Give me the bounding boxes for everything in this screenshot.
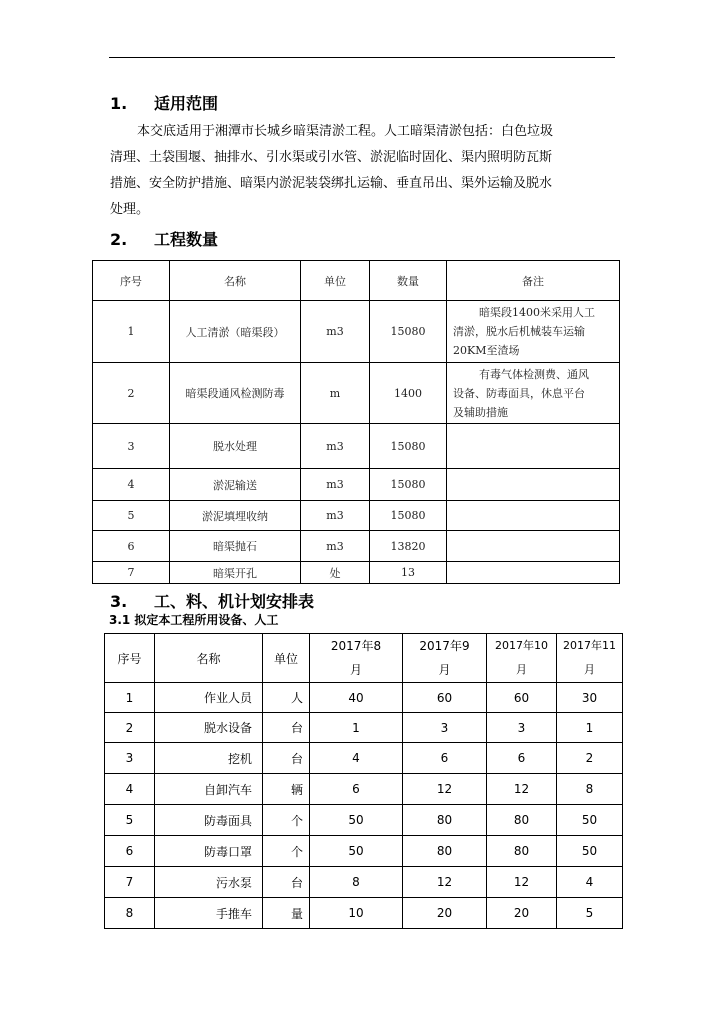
- item-name: 暗渠段通风检测防毒: [170, 363, 301, 424]
- row-number: 2: [105, 713, 155, 743]
- remark-line: 20KM至渣场: [453, 344, 520, 357]
- item-unit: m: [301, 363, 370, 424]
- section-number: 3.: [110, 592, 128, 611]
- remark-line: 设备、防毒面具，休息平台: [453, 386, 585, 400]
- item-remark: [447, 301, 620, 363]
- value-cell: 20: [403, 898, 487, 929]
- row-number: 7: [93, 562, 170, 584]
- item-name: 脱水设备: [155, 713, 263, 743]
- row-number: 6: [105, 836, 155, 867]
- item-unit: 辆: [263, 774, 310, 805]
- value-cell: 6: [310, 774, 403, 805]
- item-name: 防毒面具: [155, 805, 263, 836]
- item-name: 淤泥输送: [170, 469, 301, 501]
- item-unit: 个: [263, 836, 310, 867]
- item-unit: 台: [263, 713, 310, 743]
- value-cell: 50: [310, 805, 403, 836]
- item-unit: 量: [263, 898, 310, 929]
- value-cell: 50: [310, 836, 403, 867]
- item-name: 防毒口罩: [155, 836, 263, 867]
- item-name: 挖机: [155, 743, 263, 774]
- item-quantity: 13: [370, 562, 447, 584]
- value-cell: 4: [310, 743, 403, 774]
- value-cell: 12: [487, 774, 557, 805]
- item-unit: 处: [301, 562, 370, 584]
- section-heading-plan: [110, 589, 314, 612]
- item-remark: [447, 363, 620, 424]
- header-cell-month: [310, 634, 403, 683]
- remark-line: 及辅助措施: [453, 405, 508, 419]
- value-cell: 1: [310, 713, 403, 743]
- equipment-table: [104, 633, 623, 929]
- header-cell: 备注: [447, 261, 620, 301]
- row-number: 3: [105, 743, 155, 774]
- value-cell: 6: [487, 743, 557, 774]
- value-cell: 80: [487, 805, 557, 836]
- table-header-row: [93, 261, 620, 301]
- header-cell-month: [557, 634, 623, 683]
- section-number: 2.: [110, 230, 128, 249]
- value-cell: 80: [403, 805, 487, 836]
- item-unit: m3: [301, 301, 370, 363]
- value-cell: 80: [487, 836, 557, 867]
- item-name: 污水泵: [155, 867, 263, 898]
- table-row: [93, 531, 620, 562]
- table-row: [105, 867, 623, 898]
- value-cell: 12: [403, 774, 487, 805]
- item-quantity: 13820: [370, 531, 447, 562]
- item-remark: [447, 469, 620, 501]
- value-cell: 60: [487, 683, 557, 713]
- value-cell: 20: [487, 898, 557, 929]
- row-number: 4: [93, 469, 170, 501]
- value-cell: 2: [557, 743, 623, 774]
- item-remark: [447, 501, 620, 531]
- row-number: 8: [105, 898, 155, 929]
- table-row: [93, 501, 620, 531]
- item-quantity: 15080: [370, 301, 447, 363]
- month-suffix: 月: [516, 663, 527, 676]
- item-name: 自卸汽车: [155, 774, 263, 805]
- table-row: [105, 743, 623, 774]
- paragraph-line: 清理、土袋围堰、抽排水、引水渠或引水管、淤泥临时固化、渠内照明防瓦斯: [110, 150, 553, 165]
- header-cell: 单位: [263, 634, 310, 683]
- value-cell: 12: [487, 867, 557, 898]
- section-heading-quantity: [110, 227, 218, 250]
- item-name: 脱水处理: [170, 424, 301, 469]
- intro-paragraph: [110, 119, 618, 223]
- value-cell: 30: [557, 683, 623, 713]
- header-cell: 名称: [155, 634, 263, 683]
- table-row: [105, 683, 623, 713]
- paragraph-line: 处理。: [110, 202, 150, 217]
- month-year: 2017年11: [563, 639, 616, 652]
- item-name: 手推车: [155, 898, 263, 929]
- header-cell: 单位: [301, 261, 370, 301]
- item-remark: [447, 424, 620, 469]
- value-cell: 10: [310, 898, 403, 929]
- paragraph-line: 本交底适用于湘潭市长城乡暗渠清淤工程。人工暗渠清淤包括：白色垃圾: [137, 124, 554, 139]
- table-row: [93, 424, 620, 469]
- month-year: 2017年10: [495, 639, 548, 652]
- row-number: 2: [93, 363, 170, 424]
- value-cell: 40: [310, 683, 403, 713]
- item-quantity: 15080: [370, 424, 447, 469]
- remark-line: 清淤，脱水后机械装车运输: [453, 325, 585, 338]
- header-cell: 数量: [370, 261, 447, 301]
- value-cell: 50: [557, 836, 623, 867]
- month-suffix: 月: [584, 663, 595, 676]
- item-unit: 个: [263, 805, 310, 836]
- item-unit: 台: [263, 867, 310, 898]
- table-row: [105, 713, 623, 743]
- item-unit: m3: [301, 531, 370, 562]
- value-cell: 80: [403, 836, 487, 867]
- remark-line: 暗渠段1400米采用人工: [479, 306, 595, 319]
- item-remark: [447, 562, 620, 584]
- value-cell: 8: [310, 867, 403, 898]
- section-title: 适用范围: [154, 94, 219, 113]
- value-cell: 1: [557, 713, 623, 743]
- month-suffix: 月: [438, 663, 451, 677]
- table-row: [105, 774, 623, 805]
- subsection-heading: 3.1 拟定本工程所用设备、人工: [109, 613, 279, 627]
- item-name: 淤泥填埋收纳: [170, 501, 301, 531]
- quantity-table: [92, 260, 620, 584]
- header-cell: 序号: [93, 261, 170, 301]
- header-cell: 序号: [105, 634, 155, 683]
- item-quantity: 1400: [370, 363, 447, 424]
- month-suffix: 月: [349, 663, 362, 677]
- row-number: 5: [93, 501, 170, 531]
- value-cell: 50: [557, 805, 623, 836]
- value-cell: 3: [403, 713, 487, 743]
- header-rule: [109, 57, 615, 58]
- item-name: 暗渠开孔: [170, 562, 301, 584]
- month-year: 2017年8: [330, 639, 382, 653]
- table-header-row: [105, 634, 623, 683]
- row-number: 1: [93, 301, 170, 363]
- item-name: 作业人员: [155, 683, 263, 713]
- table-row: [93, 363, 620, 424]
- value-cell: 4: [557, 867, 623, 898]
- item-name: 人工清淤（暗渠段）: [170, 301, 301, 363]
- value-cell: 6: [403, 743, 487, 774]
- row-number: 3: [93, 424, 170, 469]
- table-row: [93, 301, 620, 363]
- item-quantity: 15080: [370, 501, 447, 531]
- header-cell-month: [487, 634, 557, 683]
- table-row: [93, 562, 620, 584]
- value-cell: 3: [487, 713, 557, 743]
- paragraph-line: 措施、安全防护措施、暗渠内淤泥装袋绑扎运输、垂直吊出、渠外运输及脱水: [110, 176, 553, 191]
- row-number: 6: [93, 531, 170, 562]
- item-unit: m3: [301, 501, 370, 531]
- table-row: [93, 469, 620, 501]
- table-row: [105, 898, 623, 929]
- header-cell-month: [403, 634, 487, 683]
- section-title: 工程数量: [154, 230, 219, 249]
- value-cell: 60: [403, 683, 487, 713]
- section-heading-scope: [110, 91, 218, 114]
- value-cell: 8: [557, 774, 623, 805]
- table-row: [105, 805, 623, 836]
- item-name: 暗渠抛石: [170, 531, 301, 562]
- value-cell: 5: [557, 898, 623, 929]
- row-number: 4: [105, 774, 155, 805]
- item-remark: [447, 531, 620, 562]
- section-title: 工、料、机计划安排表: [154, 592, 315, 611]
- item-unit: m3: [301, 469, 370, 501]
- table-row: [105, 836, 623, 867]
- row-number: 1: [105, 683, 155, 713]
- row-number: 5: [105, 805, 155, 836]
- header-cell: 名称: [170, 261, 301, 301]
- value-cell: 12: [403, 867, 487, 898]
- item-quantity: 15080: [370, 469, 447, 501]
- month-year: 2017年9: [419, 639, 470, 653]
- remark-line: 有毒气体检测费、通风: [479, 367, 589, 381]
- section-number: 1.: [110, 94, 128, 113]
- row-number: 7: [105, 867, 155, 898]
- item-unit: 台: [263, 743, 310, 774]
- item-unit: m3: [301, 424, 370, 469]
- item-unit: 人: [263, 683, 310, 713]
